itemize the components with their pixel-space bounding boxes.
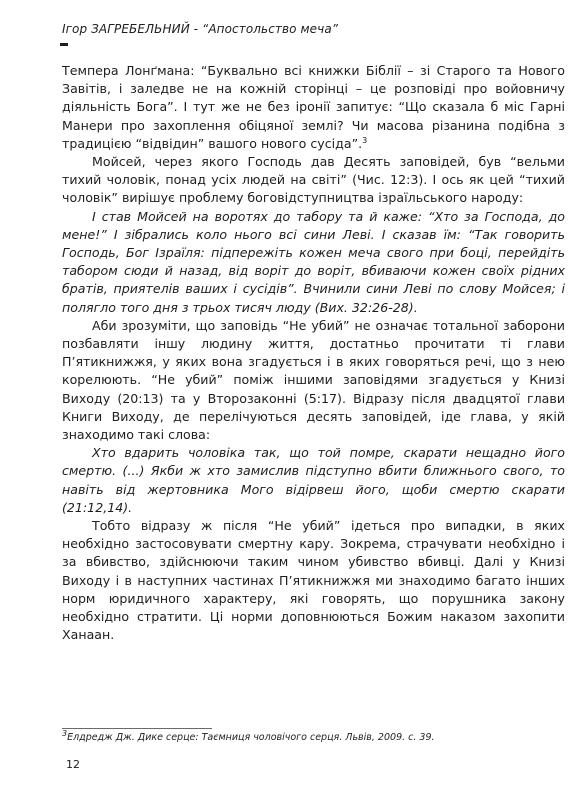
- footnote-marker: 3: [62, 728, 68, 738]
- footnote-text: Елдредж Дж. Дике серце: Таємниця чоловічого серця. Львів, 2009. с. 39.: [67, 732, 435, 743]
- footnote-reference: 3: [362, 135, 368, 145]
- footnote-divider: [62, 728, 212, 729]
- paragraph-moses: Мойсей, через якого Господь дав Десять заповідей, був “вельми тихий чоловік, понад усіх людей на світі” (Чис. 12:3). І ось як цей “тихий чоловік” вирішує проблему боговідступництва ізраїльського народу:: [62, 154, 565, 206]
- quote-exodus-32: І став Мойсей на воротях до табору та й каже: “Хто за Господа, до мене!” І зібрались коло нього всі сини Леві. І сказав їм: “Так говорить Господь, Бог Ізраїля: підпережіть кожен меча свого при боці, перейдіть табором сюди й назад, від воріт до воріт, вбиваючи кожен своїх рідних братів, приятелів ваших і сусідів”. Вчинили сини Леві по слову Мойсея; і полягло того дня з трьох тисяч люду (Вих. 32:26-28).: [62, 208, 565, 315]
- page-number: 12: [66, 758, 80, 771]
- header-ornament: [60, 43, 68, 46]
- paragraph-text: Темпера Лонґмана: “Буквально всі книжки Біблії – зі Старого та Нового Завітів, і заледве не на кожній сторінці – це розповіді про войовничу діяльність Бога”. І тут же не без іронії запитує: “Що сказала б міс Гарні Манери про захоплення обіцяної землі? Чи масова різанина подібна з традицією “відвідин” вашого нового сусіда”.: [62, 63, 565, 151]
- paragraph-commandment: Аби зрозуміти, що заповідь “Не убий” не означає тотальної заборони позбавляти іншу людину життя, достатньо прочитати ті глави П’ятикнижжя, у яких вона згадується і в яких говоряться речі, що з нею корелюють. “Не убий” поміж іншими заповідями згадується у Книзі Виходу (20:13) та у Второзаконні (5:17). Відразу після двадцятої глави Книги Виходу, де перелічуються десять заповідей, іде глава, у якій знаходимо такі слова:: [62, 317, 565, 443]
- paragraph-longman: [62, 62, 565, 153]
- running-header: Ігор ЗАГРЕБЕЛЬНИЙ - “Апостольство меча”: [62, 22, 339, 36]
- quote-exodus-21: Хто вдарить чоловіка так, що той помре, скарати нещадно його смертю. (...) Якби ж хто замислив підступно вбити ближнього свого, то навіть від жертовника Мого відірвеш його, щоби смертю скарати (21:12,14).: [62, 445, 565, 515]
- paragraph-death-penalty: Тобто відразу ж після “Не убий” ідеться про випадки, в яких необхідно застосовувати смертну кару. Зокрема, страчувати необхідно і за вбивство, здійснюючи таким чином убивство вбивці. Далі у Книзі Виходу і в наступних частинах П’ятикнижжя ми знаходимо багато інших норм юридичного характеру, які говорять, що порушника закону необхідно стратити. Ці норми доповнюються Божим наказом захопити Ханаан.: [62, 518, 565, 643]
- page-body: [62, 62, 565, 645]
- footnote: [62, 728, 435, 743]
